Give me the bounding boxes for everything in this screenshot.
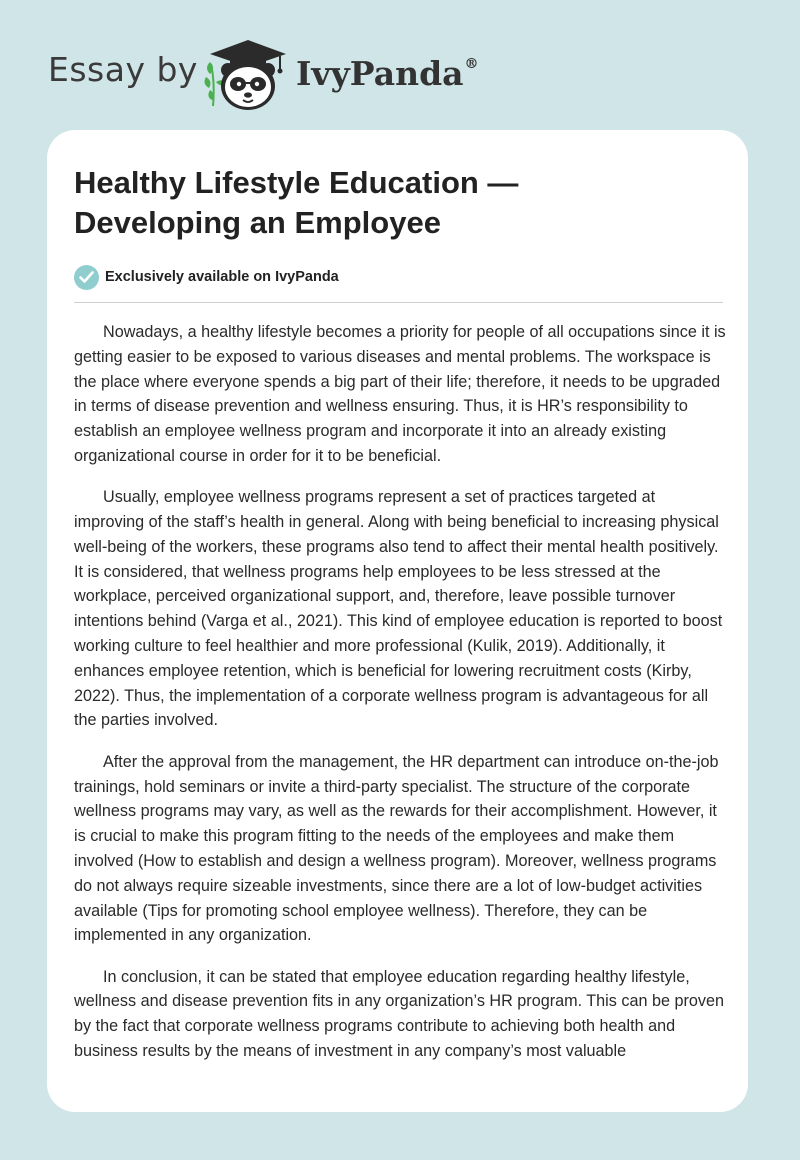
brand-name[interactable] <box>296 54 479 93</box>
paragraph: In conclusion, it can be stated that employee education regarding healthy lifestyle, wellness and disease prevention fits in any organization’s HR program. This can be proven by the fact that corporate wellness programs contribute to achieving both health and business results by the means of investment in any company’s most valuable <box>74 967 724 1061</box>
check-icon <box>74 265 99 290</box>
site-header <box>0 0 800 120</box>
panda-logo-icon[interactable] <box>200 34 296 112</box>
registered-mark: ® <box>464 56 479 72</box>
brand-label: IvyPanda <box>296 54 464 93</box>
essay-card <box>47 130 748 1112</box>
divider <box>74 302 723 303</box>
paragraph: Usually, employee wellness programs represent a set of practices targeted at improving of the staff’s health in general. Along with being beneficial to increasing physical well-being of the workers, these programs also tend to affect their mental health positively. It is considered, that wellness programs help employees to be less stressed at the workplace, perceived organizational support, and, therefore, leave possible turnover intentions behind (Varga et al., 2021). This kind of employee education is reported to boost working culture to feel healthier and more professional (Kulik, 2019). Additionally, it enhances employee retention, which is beneficial for lowering recruitment costs (Kirby, 2022). Thus, the implementation of a corporate wellness program is advantageous for all the parties involved. <box>74 488 723 730</box>
exclusive-badge-label: Exclusively available on IvyPanda <box>105 269 339 285</box>
essay-by-label: Essay by <box>48 50 198 89</box>
essay-title: Healthy Lifestyle Education — Developing an Employee <box>74 165 519 240</box>
paragraph: After the approval from the management, the HR department can introduce on-the-job trainings, hold seminars or invite a third-party specialist. The structure of the corporate wellness programs may vary, as well as the rewards for their accomplishment. However, it is crucial to make this program fitting to the needs of the employees and make them involved (How to establish and design a wellness program). Moreover, wellness programs do not always require sizeable investments, since there are a lot of low-budget activities available (Tips for promoting school employee wellness). Therefore, they can be implemented in any organization. <box>74 752 719 945</box>
paragraph: Nowadays, a healthy lifestyle becomes a priority for people of all occupations since it is getting easier to be exposed to various diseases and mental problems. The workspace is the place where everyone spends a big part of their life; therefore, it needs to be upgraded in terms of disease prevention and wellness ensuring. Thus, it is HR’s responsibility to establish an employee wellness program and incorporate it into an already existing organizational course in order for it to be beneficial. <box>74 323 726 465</box>
essay-body <box>74 320 726 1080</box>
exclusive-badge <box>74 264 339 290</box>
